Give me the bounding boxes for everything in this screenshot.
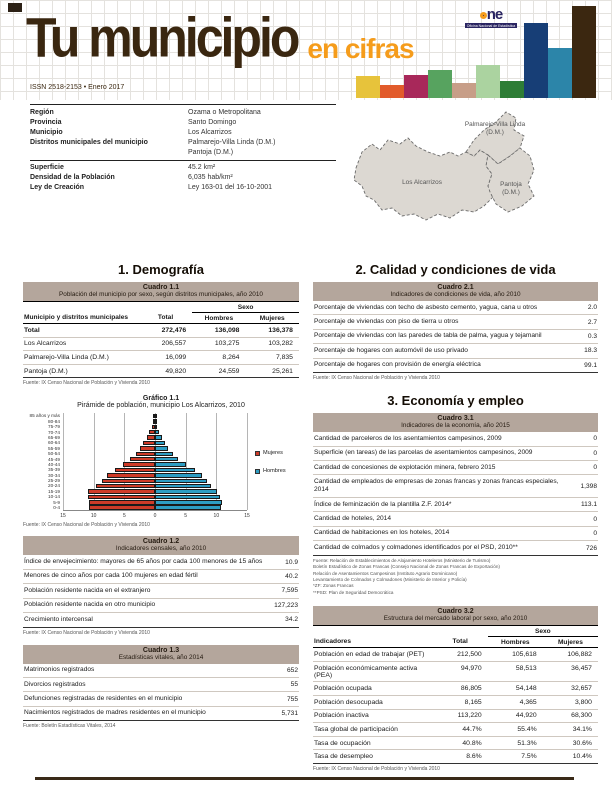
bar-mujeres <box>136 452 155 457</box>
axis-tick-label: 15 <box>244 513 250 520</box>
cell-label: Total <box>24 326 40 334</box>
row-value: 7,595 <box>281 587 298 595</box>
cell-value: 10.4% <box>572 753 592 761</box>
pyramid-plot-area <box>63 413 247 511</box>
map-label-palmarejo-dm: (D.M.) <box>486 129 504 136</box>
age-group-label: 65-69 <box>48 434 60 440</box>
sexo-header-group: Sexo Hombres Mujeres <box>192 302 299 323</box>
age-group-label: 0-4 <box>53 505 60 511</box>
footnote-line: Boletín Estadístico de Zonas Francas (Consejo Nacional de Zonas Francas de Exportación) <box>313 564 500 570</box>
legend-swatch-mujeres <box>255 451 260 456</box>
source-note: Fuente: IX Censo Nacional de Población y Vivienda 2010 <box>313 375 440 382</box>
table-row <box>313 512 598 526</box>
bar-hombres <box>155 457 178 462</box>
cuadro-2-1 <box>313 282 598 381</box>
decorative-bar <box>476 65 500 98</box>
cell-value: 86,805 <box>460 685 482 693</box>
cell-value: 30.6% <box>572 739 592 747</box>
bar-hombres <box>155 435 162 440</box>
decorative-bar-chart <box>356 6 596 98</box>
table-body <box>313 432 598 556</box>
row-label: Superficie (en tareas) de las parcelas de asentamientos campesinos, 2009 <box>314 449 533 457</box>
bar-hombres <box>155 430 159 435</box>
row-value: 1,398 <box>580 482 597 490</box>
cell-value: 272,476 <box>161 326 187 334</box>
table-row <box>313 344 598 358</box>
row-value: 0 <box>593 449 597 457</box>
bar-hombres <box>155 473 202 478</box>
row-label: Cantidad de hoteles, 2014 <box>314 515 391 523</box>
cell-value: 206,557 <box>161 340 187 348</box>
row-label: Divorcios registrados <box>24 680 86 688</box>
row-value: 0 <box>593 435 597 443</box>
table-body <box>23 664 299 722</box>
table-row <box>23 338 299 352</box>
bar-mujeres <box>96 484 155 489</box>
info-row-distritos: Distritos municipales del municipio Palmarejo-Villa Linda (D.M.) <box>30 139 276 147</box>
cell-value: 34.1% <box>572 726 592 734</box>
row-label: Menores de cinco años por cada 100 mujeres en edad fértil <box>24 572 198 580</box>
legend-item-mujeres: Mujeres <box>255 450 299 456</box>
map-label-pantoja: Pantoja <box>500 181 522 188</box>
row-value: 0.3 <box>587 333 597 341</box>
cuadro-1-3 <box>23 645 299 730</box>
gridline <box>247 413 248 510</box>
bar-hombres <box>155 441 165 446</box>
bar-mujeres <box>88 495 155 500</box>
page-title-accent: en cifras <box>307 33 414 64</box>
cell-label: Tasa global de participación <box>314 726 398 734</box>
footer-rule <box>35 777 574 781</box>
axis-tick-label: 5 <box>184 513 188 520</box>
table-row <box>23 324 299 338</box>
age-group-label: 70-74 <box>48 429 60 435</box>
pyramid-age-labels <box>23 413 63 511</box>
row-value: 34.2 <box>285 616 298 624</box>
section-title-calidad: 2. Calidad y condiciones de vida <box>355 262 556 277</box>
table-row <box>313 682 598 696</box>
page-title: Tu municipio <box>26 5 298 69</box>
corner-mark <box>8 3 22 12</box>
table-row <box>313 461 598 475</box>
row-label: Nacimientos registrados de madres residentes en el municipio <box>24 709 206 717</box>
age-group-label: 60-64 <box>48 440 60 446</box>
cuadro-3-1-header-band <box>313 413 598 432</box>
row-label: Índice de envejecimiento: mayores de 65 años por cada 100 menores de 15 años <box>24 558 263 565</box>
row-label: Cantidad de habitaciones en los hoteles, 2014 <box>314 529 450 537</box>
cell-label: Tasa de ocupación <box>314 739 371 747</box>
cell-value: 3,800 <box>574 698 592 706</box>
cuadro-subtitle: Indicadores de condiciones de vida, año 2010 <box>390 291 521 298</box>
bar-hombres <box>155 500 222 505</box>
section-title-demografia: 1. Demografía <box>118 262 204 277</box>
info-row-provincia: Provincia Santo Domingo <box>30 118 237 126</box>
cell-label: Población económicamente activa (PEA) <box>314 664 418 679</box>
map-label-pantoja-dm: (D.M.) <box>502 189 520 196</box>
table-row <box>313 723 598 737</box>
bar-hombres <box>155 425 157 430</box>
cuadro-subtitle: Indicadores censales, año 2010 <box>115 545 207 553</box>
bar-mujeres <box>107 473 155 478</box>
bar-hombres <box>155 452 173 457</box>
table-row <box>23 613 299 626</box>
pyramid-x-axis <box>60 511 250 520</box>
row-value: 2.7 <box>587 318 597 326</box>
info-row-region: Región Ozama o Metropolitana <box>30 108 261 116</box>
row-label: Cantidad de concesiones de explotación minera, febrero 2015 <box>314 463 496 471</box>
table-row <box>23 570 299 584</box>
bar-hombres <box>155 479 207 484</box>
table-row <box>313 447 598 461</box>
map-svg <box>338 100 606 258</box>
cuadro-subtitle: Población del municipio por sexo, según distritos municipales, año 2010 <box>59 291 263 298</box>
row-value: 18.3 <box>584 347 597 355</box>
row-label: Porcentaje de viviendas con las paredes de tabla de palma, yagua y tejamanil <box>314 332 542 340</box>
bar-hombres <box>155 468 195 473</box>
row-label: Cantidad de parceleros de los asentamientos campesinos, 2009 <box>314 434 502 442</box>
row-label: Porcentaje de hogares con automóvil de uso privado <box>314 346 468 354</box>
row-label: Porcentaje de viviendas con piso de tierra u otros <box>314 318 459 326</box>
cell-value: 25,261 <box>272 367 293 375</box>
cell-value: 136,098 <box>214 326 240 334</box>
table-row <box>23 555 299 569</box>
age-group-label: 25-29 <box>48 478 60 484</box>
table-row <box>23 365 299 378</box>
age-group-label: 80-84 <box>48 418 60 424</box>
table-row <box>313 432 598 446</box>
pyramid-row <box>63 505 247 510</box>
cell-label: Los Alcarrizos <box>24 340 67 348</box>
cuadro-1-1 <box>23 282 299 386</box>
bar-mujeres <box>140 446 155 451</box>
left-column <box>23 262 299 781</box>
row-label: Defunciones registradas de residentes en el municipio <box>24 694 183 702</box>
cell-value: 106,882 <box>567 651 592 659</box>
row-label: Matrimonios registrados <box>24 666 95 674</box>
bar-hombres <box>155 495 220 500</box>
row-value: 0 <box>593 464 597 472</box>
cuadro-title: Cuadro 2.1 <box>437 284 474 291</box>
cell-value: 58,513 <box>515 664 537 672</box>
decorative-bar <box>548 48 572 98</box>
bar-mujeres <box>115 468 155 473</box>
cell-value: 24,559 <box>218 367 240 375</box>
cuadro-3-1 <box>313 413 598 596</box>
table-row <box>23 707 299 720</box>
row-value: 652 <box>286 666 298 674</box>
table-row <box>313 301 598 315</box>
decorative-bar <box>500 81 524 98</box>
decorative-bar <box>404 75 428 98</box>
table-row <box>23 351 299 365</box>
footnote-line: Relación de Asentamientos Campesinos (Instituto Agrario Dominicano) <box>313 570 458 576</box>
table-column-headers: Indicadores Total Sexo Hombres Mujeres <box>313 625 598 648</box>
table-row <box>23 692 299 706</box>
table-body <box>313 648 598 764</box>
cell-value: 113,220 <box>457 712 482 720</box>
row-value: 10.9 <box>285 558 298 566</box>
row-value: 726 <box>585 544 597 552</box>
table-row <box>23 678 299 692</box>
row-label: Cantidad de empleados de empresas de zonas francas y zonas francas especiales, 2014 <box>314 477 559 494</box>
age-group-label: 35-39 <box>48 467 60 473</box>
cuadro-title: Cuadro 1.1 <box>142 284 180 291</box>
cuadro-subtitle: Estructura del mercado laboral por sexo, año 2010 <box>383 615 528 623</box>
footnotes <box>313 558 598 597</box>
bar-hombres <box>155 414 157 419</box>
axis-tick-label: 10 <box>90 513 97 520</box>
legend-item-hombres: Hombres <box>255 468 299 474</box>
grafico-1-1 <box>23 395 299 528</box>
cell-label: Palmarejo-Villa Linda (D.M.) <box>24 353 109 361</box>
table-row <box>313 359 598 372</box>
cuadro-1-1-header-band <box>23 282 299 301</box>
info-row-ley: Ley de Creación Ley 163-01 del 16-10-2001 <box>30 184 273 192</box>
bar-mujeres <box>143 441 155 446</box>
table-row <box>23 584 299 598</box>
cell-value: 212,500 <box>457 651 482 659</box>
pyramid-legend <box>247 413 299 511</box>
cell-value: 54,148 <box>515 685 537 693</box>
map-label-los-alcarrizos: Los Alcarrizos <box>402 179 442 186</box>
decorative-bar <box>380 85 404 98</box>
row-value: 5,731 <box>281 709 298 717</box>
table-row <box>23 599 299 613</box>
cell-value: 51.3% <box>517 739 537 747</box>
bar-mujeres <box>123 462 155 467</box>
right-column <box>313 262 598 781</box>
row-label: Población residente nacida en el extranjero <box>24 586 151 594</box>
bar-mujeres <box>102 479 155 484</box>
table-row <box>313 696 598 710</box>
source-note: Fuente: IX Censo Nacional de Población y Vivienda 2010 <box>313 766 440 772</box>
table-row <box>313 737 598 751</box>
row-value: 755 <box>286 695 298 703</box>
decorative-bar <box>572 6 596 98</box>
cell-value: 36,457 <box>571 664 592 672</box>
row-value: 99.1 <box>584 361 597 369</box>
cell-value: 68,300 <box>571 712 592 720</box>
table-row <box>313 541 598 554</box>
cell-value: 105,618 <box>512 651 537 659</box>
cuadro-3-2-header-band <box>313 606 598 625</box>
cell-value: 94,970 <box>460 664 482 672</box>
table-row <box>313 750 598 763</box>
footnote-line: Levantamiento de Colmados y Colmadones (Ministerio de Interior y Policía) <box>313 576 467 582</box>
age-group-label: 75-79 <box>48 424 60 430</box>
source-note: Fuente: IX Censo Nacional de Población y Vivienda 2010 <box>23 522 150 529</box>
info-row-municipio: Municipio Los Alcarrizos <box>30 128 232 136</box>
source-note: Fuente: Boletín Estadísticas Vitales, 2014 <box>23 723 116 730</box>
municipality-info <box>30 104 336 193</box>
age-group-label: 15-19 <box>48 488 60 494</box>
age-group-label: 30-34 <box>48 472 60 478</box>
cuadro-1-2-header-band <box>23 536 299 555</box>
decorative-bar <box>356 76 380 98</box>
cuadro-title: Cuadro 3.1 <box>437 415 474 423</box>
table-row <box>313 648 598 662</box>
info-row-densidad: Densidad de la Población 6,035 hab/km² <box>30 174 233 182</box>
cell-value: 7,835 <box>275 353 293 361</box>
one-logo-tagline: Oficina Nacional de Estadística <box>466 23 516 28</box>
table-row <box>313 527 598 541</box>
cuadro-title: Cuadro 1.2 <box>142 538 180 546</box>
table-row <box>23 664 299 678</box>
footnote-line: **PSD: Plan de Seguridad Democrática <box>313 589 394 595</box>
bar-mujeres <box>88 489 155 494</box>
cell-value: 55.4% <box>517 726 537 734</box>
axis-tick-label: 0 <box>153 513 157 520</box>
masthead <box>0 0 612 100</box>
age-group-label: 10-14 <box>48 494 60 500</box>
table-row <box>313 498 598 512</box>
row-value: 113.1 <box>580 501 597 509</box>
cell-label: Pantoja (D.M.) <box>24 367 68 375</box>
row-label: Cantidad de colmados y colmadones identificados por el PSD, 2010** <box>314 543 518 551</box>
content-columns <box>23 262 598 781</box>
age-group-label: 55-59 <box>48 445 60 451</box>
axis-tick-label: 10 <box>213 513 220 520</box>
cell-label: Población desocupada <box>314 698 383 706</box>
age-group-label: 45-49 <box>48 456 60 462</box>
decorative-bar <box>524 23 548 98</box>
row-value: 40.2 <box>285 573 298 581</box>
cell-value: 8,264 <box>222 353 240 361</box>
chart-subtitle: Pirámide de población, municipio Los Alcarrizos, 2010 <box>77 402 245 410</box>
sexo-header-group: Sexo Hombres Mujeres <box>488 626 598 647</box>
chart-title: Gráfico 1.1 <box>142 395 180 403</box>
cell-value: 32,657 <box>571 685 592 693</box>
cell-value: 16,099 <box>165 353 187 361</box>
info-row-superficie: Superficie 45.2 km² <box>30 160 336 173</box>
row-label: Crecimiento intercensal <box>24 615 93 623</box>
footnote-line: Fuente: Relación de Establecimientos de Alojamiento Hoteleros (Ministerio de Turismo) <box>313 557 491 563</box>
cuadro-1-3-header-band <box>23 645 299 664</box>
table-body <box>23 555 299 627</box>
row-value: 127,223 <box>274 601 298 609</box>
axis-tick-label: 5 <box>122 513 126 520</box>
legend-swatch-hombres <box>255 469 260 474</box>
decorative-bar <box>452 83 476 98</box>
cell-value: 103,275 <box>214 340 240 348</box>
bar-mujeres <box>89 505 155 510</box>
row-value: 0 <box>593 515 597 523</box>
source-note: Fuente: IX Censo Nacional de Población y Vivienda 2010 <box>23 629 150 636</box>
cuadro-3-2 <box>313 606 598 772</box>
population-pyramid <box>23 413 299 511</box>
cuadro-1-2 <box>23 536 299 635</box>
table-body <box>313 301 598 373</box>
section-title-economia: 3. Economía y empleo <box>387 393 524 409</box>
bar-hombres <box>155 505 221 510</box>
cell-label: Población en edad de trabajar (PET) <box>314 651 425 659</box>
age-group-label: 85 años y más <box>29 413 60 419</box>
row-value: 2.0 <box>587 304 597 312</box>
table-row <box>313 662 598 683</box>
cell-value: 4,365 <box>519 698 537 706</box>
cell-value: 8,165 <box>464 698 482 706</box>
age-group-label: 40-44 <box>48 461 60 467</box>
cell-value: 7.5% <box>521 753 537 761</box>
cuadro-subtitle: Estadísticas vitales, año 2014 <box>118 653 204 661</box>
bar-hombres <box>155 446 168 451</box>
municipality-map <box>338 100 606 258</box>
bar-mujeres <box>89 500 155 505</box>
axis-tick-label: 15 <box>60 513 66 520</box>
table-row <box>313 315 598 329</box>
bar-hombres <box>155 484 211 489</box>
cell-value: 44.7% <box>462 726 482 734</box>
cell-label: Población ocupada <box>314 685 372 693</box>
cuadro-subtitle: Indicadores de la economía, año 2015 <box>401 422 510 430</box>
row-label: Porcentaje de viviendas con techo de asbesto cemento, yagua, cana u otros <box>314 303 538 311</box>
footnote-line: *ZF: Zonas Francas <box>313 583 354 589</box>
table-body <box>23 324 299 378</box>
cell-value: 40.8% <box>462 739 482 747</box>
cell-label: Tasa de desempleo <box>314 753 373 761</box>
issn-line: ISSN 2518-2153 • Enero 2017 <box>30 84 125 91</box>
age-group-label: 50-54 <box>48 451 60 457</box>
cuadro-title: Cuadro 3.2 <box>437 608 474 616</box>
table-row <box>313 475 598 498</box>
bar-hombres <box>155 419 157 424</box>
cuadro-title: Cuadro 1.3 <box>142 646 180 654</box>
info-row-distritos-2: Pantoja (D.M.) <box>188 149 234 157</box>
bar-hombres <box>155 462 186 467</box>
cell-value: 49,820 <box>165 367 187 375</box>
decorative-bar <box>428 70 452 98</box>
row-label: Índice de feminización de la plantilla Z.F. 2014* <box>314 500 452 508</box>
bar-mujeres <box>130 457 155 462</box>
cell-value: 8.6% <box>466 753 482 761</box>
bar-mujeres <box>147 435 155 440</box>
row-value: 0 <box>593 530 597 538</box>
row-label: Población residente nacida en otro municipio <box>24 601 156 609</box>
one-logo-text: ne <box>486 6 503 23</box>
table-row <box>313 330 598 344</box>
table-column-headers: Municipio y distritos municipales Total Sexo Hombres Mujeres <box>23 301 299 324</box>
source-note: Fuente: IX Censo Nacional de Población y Vivienda 2010 <box>23 380 150 387</box>
row-value: 55 <box>290 681 298 689</box>
cell-value: 44,920 <box>515 712 537 720</box>
age-group-label: 20-24 <box>48 483 60 489</box>
row-label: Porcentaje de hogares con provisión de energía eléctrica <box>314 361 481 369</box>
bar-hombres <box>155 489 217 494</box>
age-group-label: 5-9 <box>53 499 60 505</box>
cell-label: Población inactiva <box>314 712 369 720</box>
table-row <box>313 710 598 724</box>
map-label-palmarejo: Palmarejo-Villa Linda <box>464 121 526 128</box>
cell-value: 103,282 <box>268 340 293 348</box>
cuadro-2-1-header-band <box>313 282 598 301</box>
cell-value: 136,378 <box>268 326 293 334</box>
